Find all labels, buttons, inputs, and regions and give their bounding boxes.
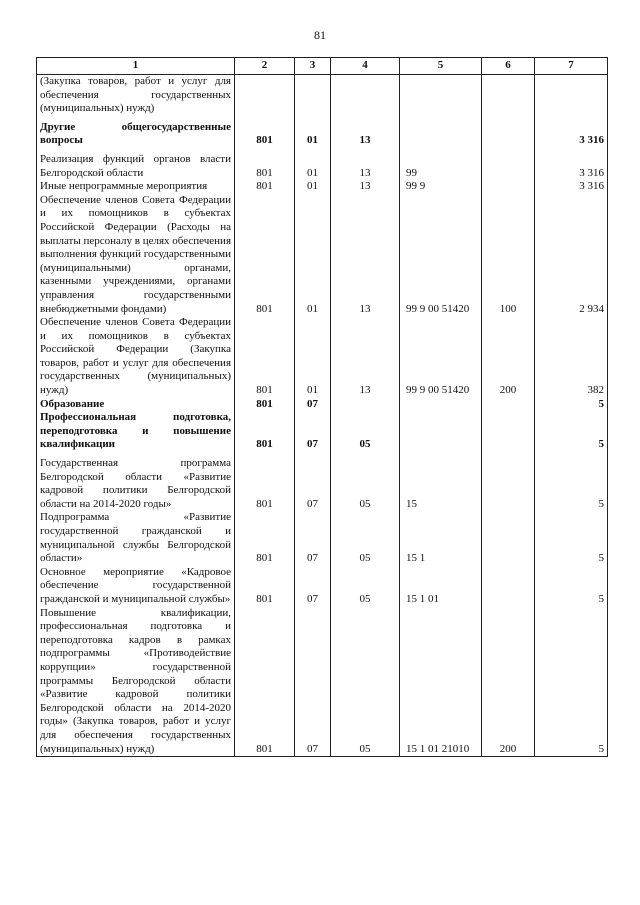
table-row: [37, 75, 608, 121]
row-target-article: 99 9: [400, 180, 482, 194]
row-admin-code: 801: [235, 121, 295, 153]
row-description: Образование: [37, 398, 235, 412]
row-description: Государственная программа Белгородской области «Развитие кадровой политики Белгородской области на 2014-2020 годы»: [37, 457, 235, 511]
row-target-article: 15 1 01 21010: [400, 607, 482, 757]
header-cell: 3: [295, 58, 331, 75]
row-section: 07: [295, 398, 331, 412]
row-description: Иные непрограммные мероприятия: [37, 180, 235, 194]
row-expense-type: [482, 511, 535, 565]
table-row: [37, 511, 608, 565]
row-subsection: 05: [331, 457, 400, 511]
row-admin-code: 801: [235, 398, 295, 412]
header-cell: 5: [400, 58, 482, 75]
row-section: 07: [295, 511, 331, 565]
row-expense-type: [482, 411, 535, 457]
row-admin-code: 801: [235, 180, 295, 194]
row-expense-type: [482, 457, 535, 511]
row-admin-code: 801: [235, 194, 295, 316]
row-admin-code: 801: [235, 566, 295, 607]
table-row: [37, 607, 608, 757]
row-description: Повышение квалификации, профессиональная подготовка и переподготовка кадров в рамках подпрограммы «Противодействие коррупции» государственной программы Белгородской области «Развитие кадровой политики Белгородской области на 2014-2020 годы» (Закупка товаров, работ и услуг для обеспечения государственных (муниципальных) нужд): [37, 607, 235, 757]
row-admin-code: 801: [235, 457, 295, 511]
row-description: Подпрограмма «Развитие государственной гражданской и муниципальной службы Белгородской области»: [37, 511, 235, 565]
row-expense-type: [482, 153, 535, 180]
row-target-article: 15: [400, 457, 482, 511]
row-subsection: 13: [331, 180, 400, 194]
row-subsection: [331, 75, 400, 121]
row-section: 01: [295, 121, 331, 153]
row-target-article: [400, 411, 482, 457]
row-expense-type: [482, 398, 535, 412]
row-subsection: 05: [331, 566, 400, 607]
row-subsection: 13: [331, 153, 400, 180]
header-cell: 2: [235, 58, 295, 75]
row-expense-type: 200: [482, 607, 535, 757]
header-cell: 1: [37, 58, 235, 75]
row-subsection: 13: [331, 121, 400, 153]
table-row: [37, 566, 608, 607]
row-target-article: 99 9 00 51420: [400, 194, 482, 316]
row-admin-code: 801: [235, 153, 295, 180]
row-target-article: 15 1 01: [400, 566, 482, 607]
row-description: Реализация функций органов власти Белгородской области: [37, 153, 235, 180]
header-cell: 4: [331, 58, 400, 75]
row-section: 01: [295, 316, 331, 398]
row-section: 07: [295, 607, 331, 757]
row-expense-type: [482, 566, 535, 607]
row-amount: 5: [535, 411, 608, 457]
row-expense-type: 100: [482, 194, 535, 316]
row-description: Обеспечение членов Совета Федерации и их помощников в субъектах Российской Федерации (Закупка товаров, работ и услуг для обеспечения государственных (муниципальных) нужд): [37, 316, 235, 398]
row-description: (Закупка товаров, работ и услуг для обеспечения государственных (муниципальных) нужд): [37, 75, 235, 121]
row-expense-type: [482, 75, 535, 121]
row-subsection: [331, 398, 400, 412]
row-amount: [535, 75, 608, 121]
header-cell: 6: [482, 58, 535, 75]
budget-table: [36, 57, 608, 757]
page-number: 81: [314, 28, 326, 42]
row-subsection: 05: [331, 607, 400, 757]
row-amount: 3 316: [535, 180, 608, 194]
header-row: [37, 58, 608, 75]
row-amount: 3 316: [535, 153, 608, 180]
row-section: 01: [295, 180, 331, 194]
row-amount: 5: [535, 607, 608, 757]
row-target-article: [400, 121, 482, 153]
row-admin-code: 801: [235, 511, 295, 565]
table-row: [37, 180, 608, 194]
header-cell: 7: [535, 58, 608, 75]
row-target-article: [400, 398, 482, 412]
row-description: Профессиональная подготовка, переподготовка и повышение квалификации: [37, 411, 235, 457]
row-admin-code: 801: [235, 316, 295, 398]
row-amount: 5: [535, 398, 608, 412]
row-subsection: 13: [331, 194, 400, 316]
row-admin-code: 801: [235, 411, 295, 457]
row-target-article: 99 9 00 51420: [400, 316, 482, 398]
row-description: Основное мероприятие «Кадровое обеспечение государственной гражданской и муниципальной службы»: [37, 566, 235, 607]
table-row: [37, 121, 608, 153]
row-admin-code: 801: [235, 607, 295, 757]
row-subsection: 05: [331, 411, 400, 457]
row-target-article: [400, 75, 482, 121]
row-expense-type: 200: [482, 316, 535, 398]
row-amount: 5: [535, 457, 608, 511]
table-row: [37, 398, 608, 412]
row-amount: 3 316: [535, 121, 608, 153]
row-target-article: 99: [400, 153, 482, 180]
row-description: Другие общегосударственные вопросы: [37, 121, 235, 153]
row-admin-code: [235, 75, 295, 121]
row-expense-type: [482, 121, 535, 153]
table-row: [37, 153, 608, 180]
row-subsection: 05: [331, 511, 400, 565]
row-amount: 382: [535, 316, 608, 398]
row-description: Обеспечение членов Совета Федерации и их помощников в субъектах Российской Федерации (Расходы на выплаты персоналу в целях обеспечения выполнения функций государственными (муниципальными) органами, казенными учреждениями, органами управления государственными внебюджетными фондами): [37, 194, 235, 316]
row-section: [295, 75, 331, 121]
row-amount: 5: [535, 511, 608, 565]
row-section: 01: [295, 153, 331, 180]
row-subsection: 13: [331, 316, 400, 398]
row-section: 07: [295, 457, 331, 511]
row-amount: 2 934: [535, 194, 608, 316]
row-section: 07: [295, 411, 331, 457]
row-amount: 5: [535, 566, 608, 607]
table-row: [37, 194, 608, 316]
row-section: 01: [295, 194, 331, 316]
table-row: [37, 411, 608, 457]
table-row: [37, 457, 608, 511]
row-target-article: 15 1: [400, 511, 482, 565]
row-section: 07: [295, 566, 331, 607]
row-expense-type: [482, 180, 535, 194]
table-row: [37, 316, 608, 398]
